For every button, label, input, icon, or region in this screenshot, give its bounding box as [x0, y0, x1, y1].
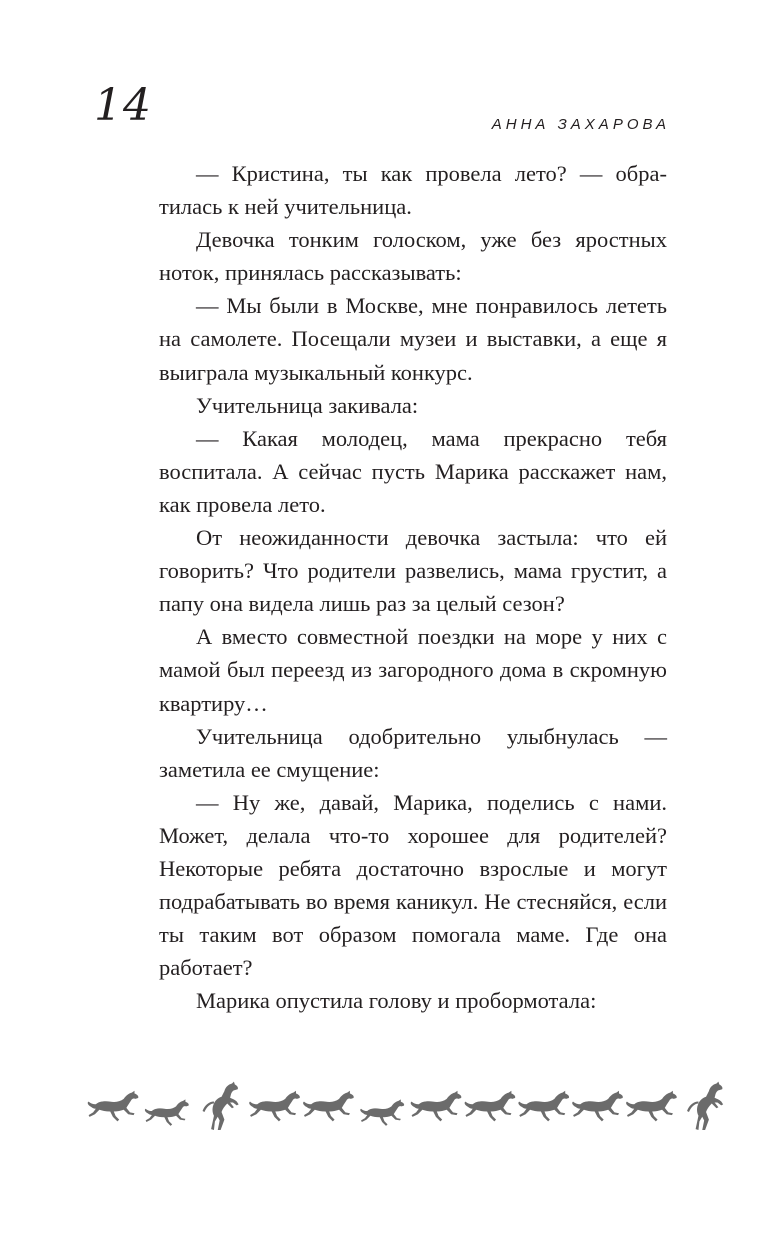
- horse-ornament-svg: [86, 1075, 732, 1133]
- horse-silhouette-icon: [465, 1091, 516, 1122]
- paragraph: От неожиданности девочка застыла: что ей говорить? Что родители развелись, мама грустит, а папу она видела лишь раз за целый сезон?: [159, 525, 667, 617]
- horse-silhouette-icon: [249, 1091, 300, 1122]
- horse-silhouette-icon: [145, 1099, 189, 1126]
- paragraph: Учительница одобрительно улыбнулась — заметила ее смущение:: [159, 723, 667, 782]
- horse-silhouette-icon: [203, 1082, 239, 1130]
- paragraph: А вместо совместной поездки на море у них с мамой был переезд из загородного дома в скромную квартиру…: [159, 624, 667, 716]
- horse-silhouette-icon: [88, 1091, 139, 1122]
- paragraph: — Мы были в Москве, мне понравилось лететь на самолете. Посещали музеи и выставки, а еще я выиграла музыкальный конкурс.: [159, 293, 667, 385]
- horse-silhouette-icon: [572, 1091, 623, 1122]
- page-number: 14: [94, 80, 152, 131]
- horse-ornament: [86, 1075, 732, 1133]
- paragraph: — Какая молодец, мама прекрасно тебя воспитала. А сейчас пусть Марика расскажет нам, как провела лето.: [159, 425, 667, 517]
- paragraph: — Ну же, давай, Марика, поделись с нами. Может, делала что-то хорошее для родителей? Некоторые ребята достаточно взрослые и могут подрабатывать во время каникул. Не стесняйся, если ты таким вот образом помогала маме. Где она работает?: [159, 789, 667, 981]
- paragraph: Марика опустила голову и пробормотала:: [196, 988, 597, 1014]
- horse-silhouette-icon: [303, 1091, 354, 1122]
- paragraph: Учительница закивала:: [196, 392, 419, 418]
- horse-silhouette-icon: [518, 1091, 569, 1122]
- body-text: [159, 157, 667, 1017]
- horse-silhouette-icon: [626, 1091, 677, 1122]
- running-head: АННА ЗАХАРОВА: [491, 116, 670, 133]
- horse-silhouette-icon: [687, 1082, 723, 1130]
- paragraph: — Кристина, ты как провела лето? — обратилась к ней учительница.: [159, 161, 667, 220]
- horse-silhouette-icon: [360, 1099, 404, 1126]
- paragraph: Девочка тонким голоском, уже без яростных ноток, принялась рассказывать:: [159, 227, 667, 286]
- horse-silhouette-icon: [411, 1091, 462, 1122]
